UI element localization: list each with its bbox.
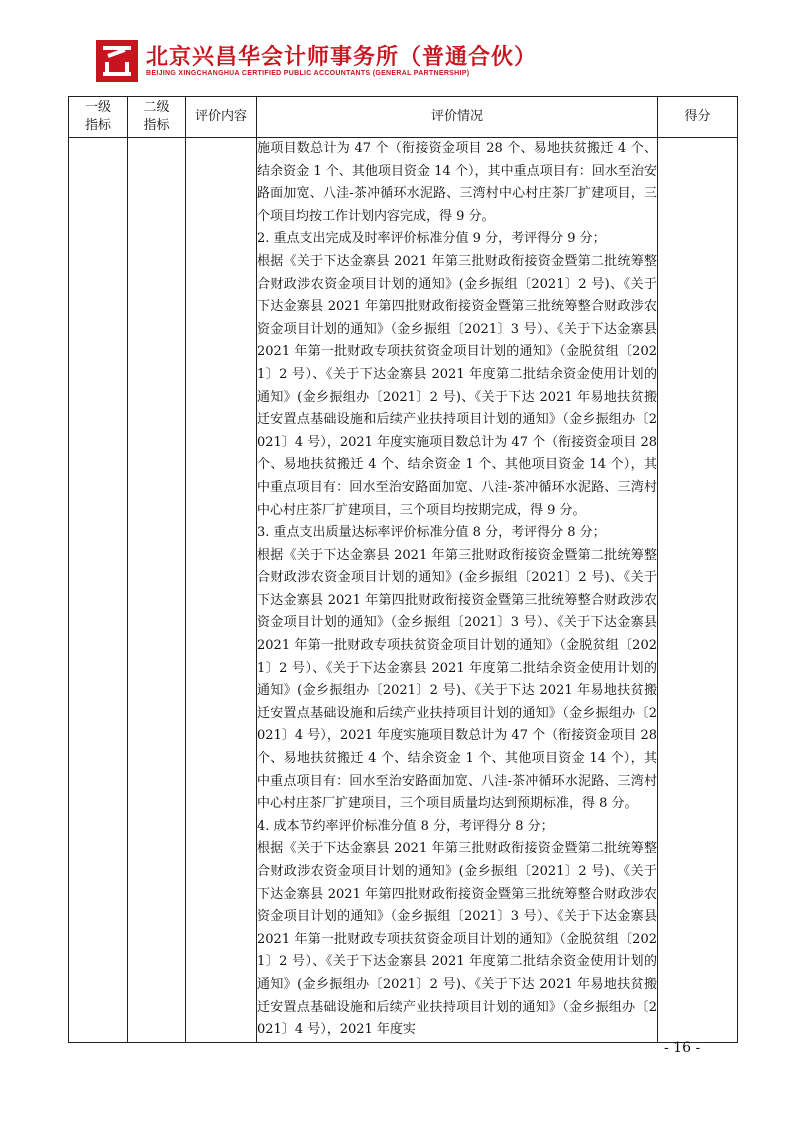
header-level1: 一级指标 — [69, 97, 128, 138]
firm-logo-icon — [96, 40, 138, 82]
situation-cell — [257, 138, 658, 1043]
table-header-row — [69, 97, 738, 138]
firm-name-cn: 北京兴昌华会计师事务所（普通合伙） — [146, 45, 538, 70]
header-situation: 评价情况 — [257, 97, 658, 138]
paragraph: 根据《关于下达金寨县 2021 年第三批财政衔接资金暨第二批统筹整合财政涉农资金项目计划的通知》(金乡振组〔2021〕2 号)、《关于下达金寨县 2021 年第四批财政衔接资金暨第三批统筹整合财政涉农资金项目计划的通知》（金乡振组〔2021〕3 号）、《关于下达金寨县 2021 年第一批财政专项扶贫资金项目计划的通知》（金脱贫组〔2021〕2 号）、《关于下达金寨县 2021 年度第二批结余资金使用计划的通知》(金乡振组办〔2021〕2 号)、《关于下达 2021 年易地扶贫搬迁安置点基础设施和后续产业扶持项目计划的通知》（金乡振组办〔2021〕4 号），2021 年度实施项目数总计为 47 个（衔接资金项目 28 个、易地扶贫搬迁 4 个、结余资金 1 个、其他项目资金 14 个），其中重点项目有：回水至治安路面加宽、八洼-茶冲循环水泥路、三湾村中心村庄茶厂扩建项目，三个项目均按期完成，得 9 分。 — [257, 253, 657, 518]
paragraph: 根据《关于下达金寨县 2021 年第三批财政衔接资金暨第二批统筹整合财政涉农资金项目计划的通知》(金乡振组〔2021〕2 号)、《关于下达金寨县 2021 年第四批财政衔接资金暨第三批统筹整合财政涉农资金项目计划的通知》（金乡振组〔2021〕3 号）、《关于下达金寨县 2021 年第一批财政专项扶贫资金项目计划的通知》（金脱贫组〔2021〕2 号）、《关于下达金寨县 2021 年度第二批结余资金使用计划的通知》(金乡振组办〔2021〕2 号)、《关于下达 2021 年易地扶贫搬迁安置点基础设施和后续产业扶持项目计划的通知》（金乡振组办〔2021〕4 号），2021 年度实施项目数总计为 47 个（衔接资金项目 28 个、易地扶贫搬迁 4 个、结余资金 1 个、其他项目资金 14 个），其中重点项目有：回水至治安路面加宽、八洼-茶冲循环水泥路、三湾村中心村庄茶厂扩建项目，三个项目质量均达到预期标准，得 8 分。 — [257, 547, 657, 812]
firm-name-en: BEIJING XINGCHANGHUA CERTIFIED PUBLIC ACCOUNTANTS (GENERAL PARTNERSHIP) — [146, 70, 470, 77]
header-level2: 二级指标 — [128, 97, 186, 138]
paragraph: 3. 重点支出质量达标率评价标准分值 8 分，考评得分 8 分； — [257, 525, 606, 541]
letterhead — [96, 40, 696, 84]
score-cell — [658, 138, 738, 1043]
page-number: - 16 - — [664, 1040, 701, 1056]
paragraph: 施项目数总计为 47 个（衔接资金项目 28 个、易地扶贫搬迁 4 个、结余资金 1 个、其他项目资金 14 个），其中重点项目有：回水至治安路面加宽、八洼-茶冲循环水泥路、三湾村中心村庄茶厂扩建项目，三个项目均按工作计划内容完成，得 9 分。 — [257, 141, 657, 224]
evaluation-table — [68, 96, 738, 1043]
header-score: 得分 — [658, 97, 738, 138]
paragraph: 4. 成本节约率评价标准分值 8 分，考评得分 8 分； — [257, 818, 554, 834]
paragraph: 根据《关于下达金寨县 2021 年第三批财政衔接资金暨第二批统筹整合财政涉农资金项目计划的通知》(金乡振组〔2021〕2 号)、《关于下达金寨县 2021 年第四批财政衔接资金暨第三批统筹整合财政涉农资金项目计划的通知》（金乡振组〔2021〕3 号）、《关于下达金寨县 2021 年第一批财政专项扶贫资金项目计划的通知》（金脱贫组〔2021〕2 号）、《关于下达金寨县 2021 年度第二批结余资金使用计划的通知》(金乡振组办〔2021〕2 号)、《关于下达 2021 年易地扶贫搬迁安置点基础设施和后续产业扶持项目计划的通知》（金乡振组办〔2021〕4 号），2021 年度实 — [257, 841, 657, 1038]
level1-cell — [69, 138, 128, 1043]
table-row — [69, 138, 738, 1043]
level2-cell — [128, 138, 186, 1043]
header-content: 评价内容 — [186, 97, 257, 138]
content-cell — [186, 138, 257, 1043]
paragraph: 2. 重点支出完成及时率评价标准分值 9 分，考评得分 9 分； — [257, 231, 606, 247]
